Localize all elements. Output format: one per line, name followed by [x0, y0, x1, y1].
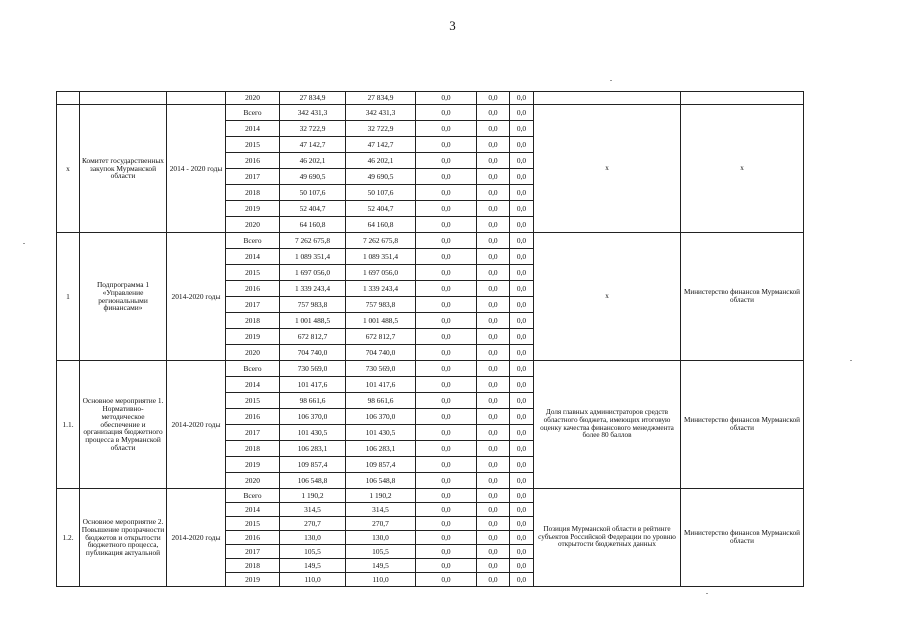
year-cell: 2017: [226, 545, 280, 559]
local-cell: 0,0: [477, 233, 510, 249]
federal-cell: 0,0: [416, 233, 477, 249]
total-cell: 730 569,0: [280, 361, 346, 377]
total-cell: 130,0: [280, 531, 346, 545]
regional-cell: 106 283,1: [346, 441, 416, 457]
federal-cell: 0,0: [416, 503, 477, 517]
total-cell: 49 690,5: [280, 169, 346, 185]
federal-cell: 0,0: [416, 377, 477, 393]
total-cell: 342 431,3: [280, 105, 346, 121]
regional-cell: 106 548,8: [346, 473, 416, 489]
other-cell: 0,0: [510, 137, 534, 153]
other-cell: 0,0: [510, 201, 534, 217]
regional-cell: 64 160,8: [346, 217, 416, 233]
total-cell: 46 202,1: [280, 153, 346, 169]
name-cell: Комитет государственных закупок Мурманской области: [80, 105, 167, 233]
federal-cell: 0,0: [416, 153, 477, 169]
regional-cell: 1 001 488,5: [346, 313, 416, 329]
federal-cell: 0,0: [416, 281, 477, 297]
local-cell: 0,0: [477, 489, 510, 503]
federal-cell: 0,0: [416, 473, 477, 489]
other-cell: 0,0: [510, 92, 534, 105]
total-cell: 110,0: [280, 573, 346, 587]
total-cell: 105,5: [280, 545, 346, 559]
other-cell: 0,0: [510, 559, 534, 573]
table-row: [57, 92, 804, 105]
federal-cell: 0,0: [416, 457, 477, 473]
local-cell: 0,0: [477, 105, 510, 121]
federal-cell: 0,0: [416, 169, 477, 185]
regional-cell: 1 190,2: [346, 489, 416, 503]
regional-cell: 27 834,9: [346, 92, 416, 105]
year-cell: 2016: [226, 153, 280, 169]
local-cell: 0,0: [477, 517, 510, 531]
other-cell: 0,0: [510, 105, 534, 121]
code-cell: [57, 92, 80, 105]
regional-cell: 105,5: [346, 545, 416, 559]
federal-cell: 0,0: [416, 573, 477, 587]
total-cell: 101 417,6: [280, 377, 346, 393]
other-cell: 0,0: [510, 457, 534, 473]
executor-cell: Министерство финансов Мурманской области: [681, 489, 804, 587]
local-cell: 0,0: [477, 217, 510, 233]
local-cell: 0,0: [477, 361, 510, 377]
other-cell: 0,0: [510, 473, 534, 489]
total-cell: 1 697 056,0: [280, 265, 346, 281]
total-cell: 1 339 243,4: [280, 281, 346, 297]
budget-table: [56, 91, 804, 587]
federal-cell: 0,0: [416, 249, 477, 265]
other-cell: 0,0: [510, 517, 534, 531]
federal-cell: 0,0: [416, 313, 477, 329]
federal-cell: 0,0: [416, 531, 477, 545]
other-cell: 0,0: [510, 573, 534, 587]
regional-cell: 314,5: [346, 503, 416, 517]
year-cell: Всего: [226, 361, 280, 377]
local-cell: 0,0: [477, 169, 510, 185]
federal-cell: 0,0: [416, 425, 477, 441]
year-cell: Всего: [226, 105, 280, 121]
indicator-cell: х: [534, 105, 681, 233]
total-cell: 314,5: [280, 503, 346, 517]
local-cell: 0,0: [477, 531, 510, 545]
executor-cell: [681, 92, 804, 105]
local-cell: 0,0: [477, 345, 510, 361]
other-cell: 0,0: [510, 489, 534, 503]
period-cell: 2014 - 2020 годы: [167, 105, 226, 233]
other-cell: 0,0: [510, 297, 534, 313]
local-cell: 0,0: [477, 457, 510, 473]
period-cell: 2014-2020 годы: [167, 361, 226, 489]
federal-cell: 0,0: [416, 393, 477, 409]
year-cell: Всего: [226, 489, 280, 503]
local-cell: 0,0: [477, 92, 510, 105]
scan-speck: [23, 243, 25, 244]
federal-cell: 0,0: [416, 441, 477, 457]
scan-speck: [850, 360, 852, 361]
year-cell: 2016: [226, 281, 280, 297]
local-cell: 0,0: [477, 265, 510, 281]
page-number: 3: [449, 18, 456, 33]
federal-cell: 0,0: [416, 545, 477, 559]
year-cell: 2019: [226, 573, 280, 587]
local-cell: 0,0: [477, 153, 510, 169]
total-cell: 52 404,7: [280, 201, 346, 217]
year-cell: 2015: [226, 265, 280, 281]
local-cell: 0,0: [477, 185, 510, 201]
regional-cell: 52 404,7: [346, 201, 416, 217]
year-cell: 2020: [226, 217, 280, 233]
total-cell: 1 089 351,4: [280, 249, 346, 265]
other-cell: 0,0: [510, 121, 534, 137]
year-cell: 2020: [226, 92, 280, 105]
year-cell: Всего: [226, 233, 280, 249]
total-cell: 109 857,4: [280, 457, 346, 473]
regional-cell: 1 089 351,4: [346, 249, 416, 265]
total-cell: 27 834,9: [280, 92, 346, 105]
federal-cell: 0,0: [416, 121, 477, 137]
total-cell: 106 370,0: [280, 409, 346, 425]
other-cell: 0,0: [510, 441, 534, 457]
other-cell: 0,0: [510, 425, 534, 441]
total-cell: 106 283,1: [280, 441, 346, 457]
regional-cell: 757 983,8: [346, 297, 416, 313]
year-cell: 2018: [226, 441, 280, 457]
indicator-cell: Позиция Мурманской области в рейтинге субъектов Российской Федерации по уровню открытости бюджетных данных: [534, 489, 681, 587]
table-row: [57, 361, 804, 377]
period-cell: 2014-2020 годы: [167, 489, 226, 587]
other-cell: 0,0: [510, 329, 534, 345]
regional-cell: 47 142,7: [346, 137, 416, 153]
year-cell: 2018: [226, 559, 280, 573]
other-cell: 0,0: [510, 249, 534, 265]
local-cell: 0,0: [477, 409, 510, 425]
federal-cell: 0,0: [416, 217, 477, 233]
other-cell: 0,0: [510, 393, 534, 409]
indicator-cell: [534, 92, 681, 105]
year-cell: 2016: [226, 531, 280, 545]
federal-cell: 0,0: [416, 409, 477, 425]
year-cell: 2019: [226, 457, 280, 473]
total-cell: 32 722,9: [280, 121, 346, 137]
name-cell: Основное мероприятие 2. Повышение прозрачности бюджетов и открытости бюджетного процесса, публикация актуальной: [80, 489, 167, 587]
year-cell: 2019: [226, 329, 280, 345]
total-cell: 47 142,7: [280, 137, 346, 153]
local-cell: 0,0: [477, 297, 510, 313]
year-cell: 2019: [226, 201, 280, 217]
total-cell: 149,5: [280, 559, 346, 573]
total-cell: 7 262 675,8: [280, 233, 346, 249]
year-cell: 2020: [226, 345, 280, 361]
other-cell: 0,0: [510, 545, 534, 559]
year-cell: 2018: [226, 313, 280, 329]
table-row: [57, 105, 804, 121]
local-cell: 0,0: [477, 573, 510, 587]
code-cell: 1.2.: [57, 489, 80, 587]
year-cell: 2016: [226, 409, 280, 425]
other-cell: 0,0: [510, 217, 534, 233]
regional-cell: 101 417,6: [346, 377, 416, 393]
year-cell: 2015: [226, 393, 280, 409]
federal-cell: 0,0: [416, 329, 477, 345]
regional-cell: 32 722,9: [346, 121, 416, 137]
total-cell: 98 661,6: [280, 393, 346, 409]
regional-cell: 110,0: [346, 573, 416, 587]
federal-cell: 0,0: [416, 345, 477, 361]
total-cell: 64 160,8: [280, 217, 346, 233]
indicator-cell: х: [534, 233, 681, 361]
total-cell: 101 430,5: [280, 425, 346, 441]
regional-cell: 130,0: [346, 531, 416, 545]
name-cell: Основное мероприятие 1. Нормативно-методическое обеспечение и организация бюджетного процесса в Мурманской области: [80, 361, 167, 489]
total-cell: 672 812,7: [280, 329, 346, 345]
local-cell: 0,0: [477, 249, 510, 265]
table-row: [57, 489, 804, 503]
federal-cell: 0,0: [416, 489, 477, 503]
regional-cell: 1 697 056,0: [346, 265, 416, 281]
other-cell: 0,0: [510, 185, 534, 201]
federal-cell: 0,0: [416, 297, 477, 313]
other-cell: 0,0: [510, 503, 534, 517]
regional-cell: 342 431,3: [346, 105, 416, 121]
local-cell: 0,0: [477, 559, 510, 573]
federal-cell: 0,0: [416, 185, 477, 201]
regional-cell: 98 661,6: [346, 393, 416, 409]
executor-cell: х: [681, 105, 804, 233]
local-cell: 0,0: [477, 441, 510, 457]
local-cell: 0,0: [477, 425, 510, 441]
other-cell: 0,0: [510, 281, 534, 297]
executor-cell: Министерство финансов Мурманской области: [681, 361, 804, 489]
federal-cell: 0,0: [416, 137, 477, 153]
regional-cell: 106 370,0: [346, 409, 416, 425]
total-cell: 704 740,0: [280, 345, 346, 361]
year-cell: 2014: [226, 377, 280, 393]
local-cell: 0,0: [477, 473, 510, 489]
regional-cell: 730 569,0: [346, 361, 416, 377]
total-cell: 270,7: [280, 517, 346, 531]
local-cell: 0,0: [477, 281, 510, 297]
regional-cell: 7 262 675,8: [346, 233, 416, 249]
executor-cell: Министерство финансов Мурманской области: [681, 233, 804, 361]
year-cell: 2018: [226, 185, 280, 201]
regional-cell: 109 857,4: [346, 457, 416, 473]
federal-cell: 0,0: [416, 559, 477, 573]
other-cell: 0,0: [510, 313, 534, 329]
name-cell: Подпрограмма 1 «Управление региональными финансами»: [80, 233, 167, 361]
indicator-cell: Доля главных администраторов средств областного бюджета, имеющих итоговую оценку качества финансового менеджмента более 80 баллов: [534, 361, 681, 489]
total-cell: 1 190,2: [280, 489, 346, 503]
other-cell: 0,0: [510, 377, 534, 393]
code-cell: 1.1.: [57, 361, 80, 489]
other-cell: 0,0: [510, 169, 534, 185]
total-cell: 106 548,8: [280, 473, 346, 489]
local-cell: 0,0: [477, 121, 510, 137]
federal-cell: 0,0: [416, 105, 477, 121]
table-body: [57, 92, 804, 587]
code-cell: х: [57, 105, 80, 233]
federal-cell: 0,0: [416, 517, 477, 531]
other-cell: 0,0: [510, 233, 534, 249]
scan-speck: [610, 80, 612, 81]
year-cell: 2014: [226, 503, 280, 517]
period-cell: [167, 92, 226, 105]
other-cell: 0,0: [510, 265, 534, 281]
local-cell: 0,0: [477, 503, 510, 517]
scan-speck: [706, 593, 708, 594]
year-cell: 2015: [226, 517, 280, 531]
total-cell: 50 107,6: [280, 185, 346, 201]
local-cell: 0,0: [477, 329, 510, 345]
regional-cell: 49 690,5: [346, 169, 416, 185]
table-row: [57, 233, 804, 249]
local-cell: 0,0: [477, 137, 510, 153]
regional-cell: 704 740,0: [346, 345, 416, 361]
total-cell: 1 001 488,5: [280, 313, 346, 329]
other-cell: 0,0: [510, 153, 534, 169]
year-cell: 2014: [226, 249, 280, 265]
other-cell: 0,0: [510, 361, 534, 377]
name-cell: [80, 92, 167, 105]
other-cell: 0,0: [510, 409, 534, 425]
local-cell: 0,0: [477, 393, 510, 409]
federal-cell: 0,0: [416, 361, 477, 377]
federal-cell: 0,0: [416, 201, 477, 217]
year-cell: 2017: [226, 169, 280, 185]
federal-cell: 0,0: [416, 92, 477, 105]
total-cell: 757 983,8: [280, 297, 346, 313]
local-cell: 0,0: [477, 377, 510, 393]
regional-cell: 50 107,6: [346, 185, 416, 201]
regional-cell: 270,7: [346, 517, 416, 531]
regional-cell: 101 430,5: [346, 425, 416, 441]
year-cell: 2017: [226, 425, 280, 441]
local-cell: 0,0: [477, 201, 510, 217]
year-cell: 2020: [226, 473, 280, 489]
year-cell: 2014: [226, 121, 280, 137]
federal-cell: 0,0: [416, 265, 477, 281]
period-cell: 2014-2020 годы: [167, 233, 226, 361]
other-cell: 0,0: [510, 531, 534, 545]
regional-cell: 1 339 243,4: [346, 281, 416, 297]
other-cell: 0,0: [510, 345, 534, 361]
year-cell: 2017: [226, 297, 280, 313]
code-cell: 1: [57, 233, 80, 361]
regional-cell: 672 812,7: [346, 329, 416, 345]
regional-cell: 149,5: [346, 559, 416, 573]
local-cell: 0,0: [477, 313, 510, 329]
regional-cell: 46 202,1: [346, 153, 416, 169]
local-cell: 0,0: [477, 545, 510, 559]
year-cell: 2015: [226, 137, 280, 153]
